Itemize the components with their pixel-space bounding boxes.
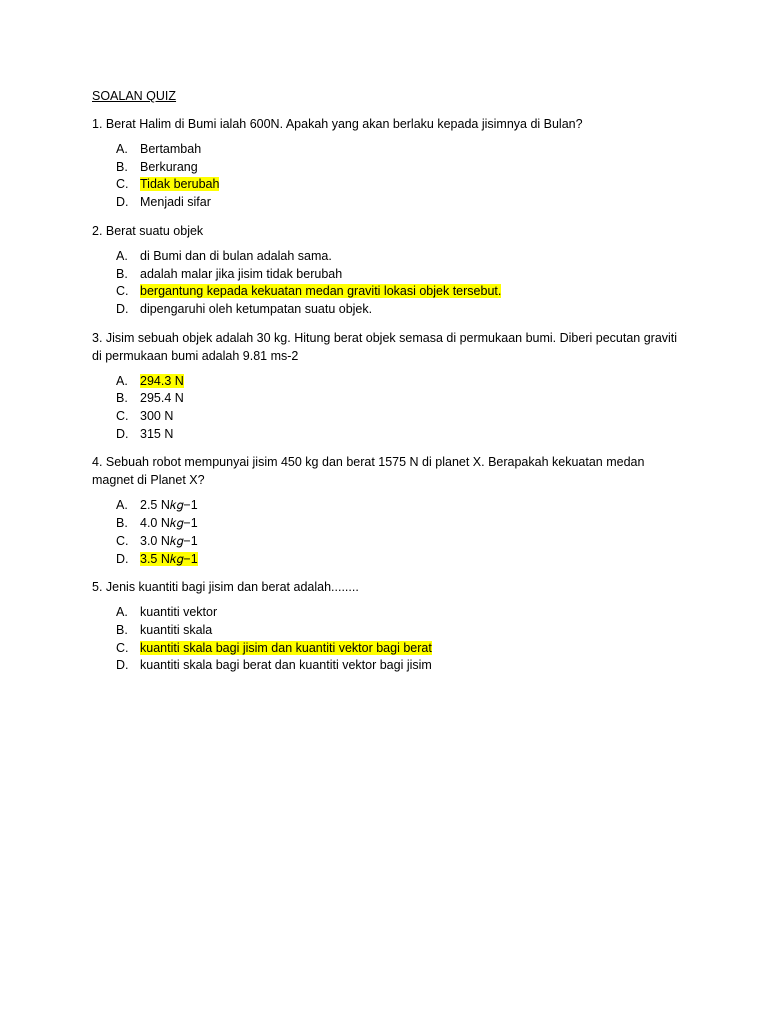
option-letter: B. xyxy=(116,266,128,281)
option-list xyxy=(92,373,682,444)
option-item xyxy=(92,551,682,569)
option-text: Berkurang xyxy=(140,159,198,174)
question-text: 2. Berat suatu objek xyxy=(92,223,204,238)
option-letter: A. xyxy=(116,248,128,263)
option-letter: D. xyxy=(116,426,129,441)
option-item xyxy=(92,533,682,551)
answer-option-text-highlighted: 294.3 N xyxy=(140,373,184,388)
option-item xyxy=(92,622,682,640)
option-letter: D. xyxy=(116,551,129,566)
option-item xyxy=(92,176,682,194)
question-1 xyxy=(92,115,682,212)
question-text: 5. Jenis kuantiti bagi jisim dan berat adalah........ xyxy=(92,580,359,595)
option-letter: A. xyxy=(116,373,128,388)
option-item xyxy=(92,159,682,177)
option-text: Bertambah xyxy=(140,142,202,156)
option-list xyxy=(92,141,682,212)
option-letter: C. xyxy=(116,177,129,192)
option-letter: B. xyxy=(116,516,128,531)
option-letter: D. xyxy=(116,301,129,316)
option-item xyxy=(92,373,682,391)
option-letter: C. xyxy=(116,533,129,548)
option-letter: C. xyxy=(116,284,129,299)
question-text: 4. Sebuah robot mempunyai jisim 450 kg dan berat 1575 N di planet X. Berapakah kekuatan medan magnet di Planet X? xyxy=(92,455,645,488)
option-letter: B. xyxy=(116,159,128,174)
option-item xyxy=(92,515,682,533)
option-item xyxy=(92,604,682,622)
question-text: 3. Jisim sebuah objek adalah 30 kg. Hitung berat objek semasa di permukaan bumi. Diberi pecutan graviti di permukaan bumi adalah 9.81 ms-2 xyxy=(92,330,678,363)
option-text: 4.0 N𝑘𝑔−1 xyxy=(140,516,198,531)
answer-option-text-highlighted: kuantiti skala bagi jisim dan kuantiti vektor bagi berat xyxy=(140,640,432,655)
option-item xyxy=(92,141,682,159)
option-list xyxy=(92,248,682,319)
option-letter: C. xyxy=(116,409,129,424)
question-4 xyxy=(92,453,682,568)
option-item xyxy=(92,194,682,212)
option-item xyxy=(92,301,682,319)
option-text: kuantiti vektor xyxy=(140,605,218,620)
option-text: kuantiti skala bagi berat dan kuantiti vektor bagi jisim xyxy=(140,658,432,673)
option-item xyxy=(92,640,682,658)
option-item xyxy=(92,408,682,426)
option-item xyxy=(92,248,682,266)
option-letter: D. xyxy=(116,195,129,210)
quiz-title: SOALAN QUIZ xyxy=(92,89,177,103)
question-text: 1. Berat Halim di Bumi ialah 600N. Apakah yang akan berlaku kepada jisimnya di Bulan? xyxy=(92,117,583,131)
option-letter: D. xyxy=(116,658,129,673)
option-text: di Bumi dan di bulan adalah sama. xyxy=(140,248,332,263)
option-item xyxy=(92,390,682,408)
option-text: Menjadi sifar xyxy=(140,195,211,210)
option-text: 315 N xyxy=(140,426,174,441)
quiz-document xyxy=(92,88,682,685)
option-item xyxy=(92,497,682,515)
answer-option-text-highlighted: Tidak berubah xyxy=(140,177,220,192)
answer-option-text-highlighted: 3.5 N𝑘𝑔−1 xyxy=(140,551,198,566)
answer-option-text-highlighted: bergantung kepada kekuatan medan graviti lokasi objek tersebut. xyxy=(140,284,502,299)
option-text: dipengaruhi oleh ketumpatan suatu objek. xyxy=(140,301,373,316)
option-letter: A. xyxy=(116,498,128,513)
question-list xyxy=(92,115,682,675)
option-text: 300 N xyxy=(140,409,174,424)
option-text: kuantiti skala xyxy=(140,622,213,637)
option-list xyxy=(92,497,682,568)
option-letter: B. xyxy=(116,391,128,406)
option-letter: B. xyxy=(116,622,128,637)
option-text: 2.5 N𝑘𝑔−1 xyxy=(140,498,198,513)
option-item xyxy=(92,266,682,284)
option-item xyxy=(92,657,682,675)
option-text: 295.4 N xyxy=(140,391,184,406)
option-list xyxy=(92,604,682,675)
option-letter: A. xyxy=(116,605,128,620)
option-letter: C. xyxy=(116,640,129,655)
option-text: adalah malar jika jisim tidak berubah xyxy=(140,266,343,281)
option-text: 3.0 N𝑘𝑔−1 xyxy=(140,533,198,548)
option-item xyxy=(92,426,682,444)
question-2 xyxy=(92,222,682,319)
question-3 xyxy=(92,329,682,444)
option-letter: A. xyxy=(116,142,128,156)
option-item xyxy=(92,283,682,301)
question-5 xyxy=(92,578,682,675)
